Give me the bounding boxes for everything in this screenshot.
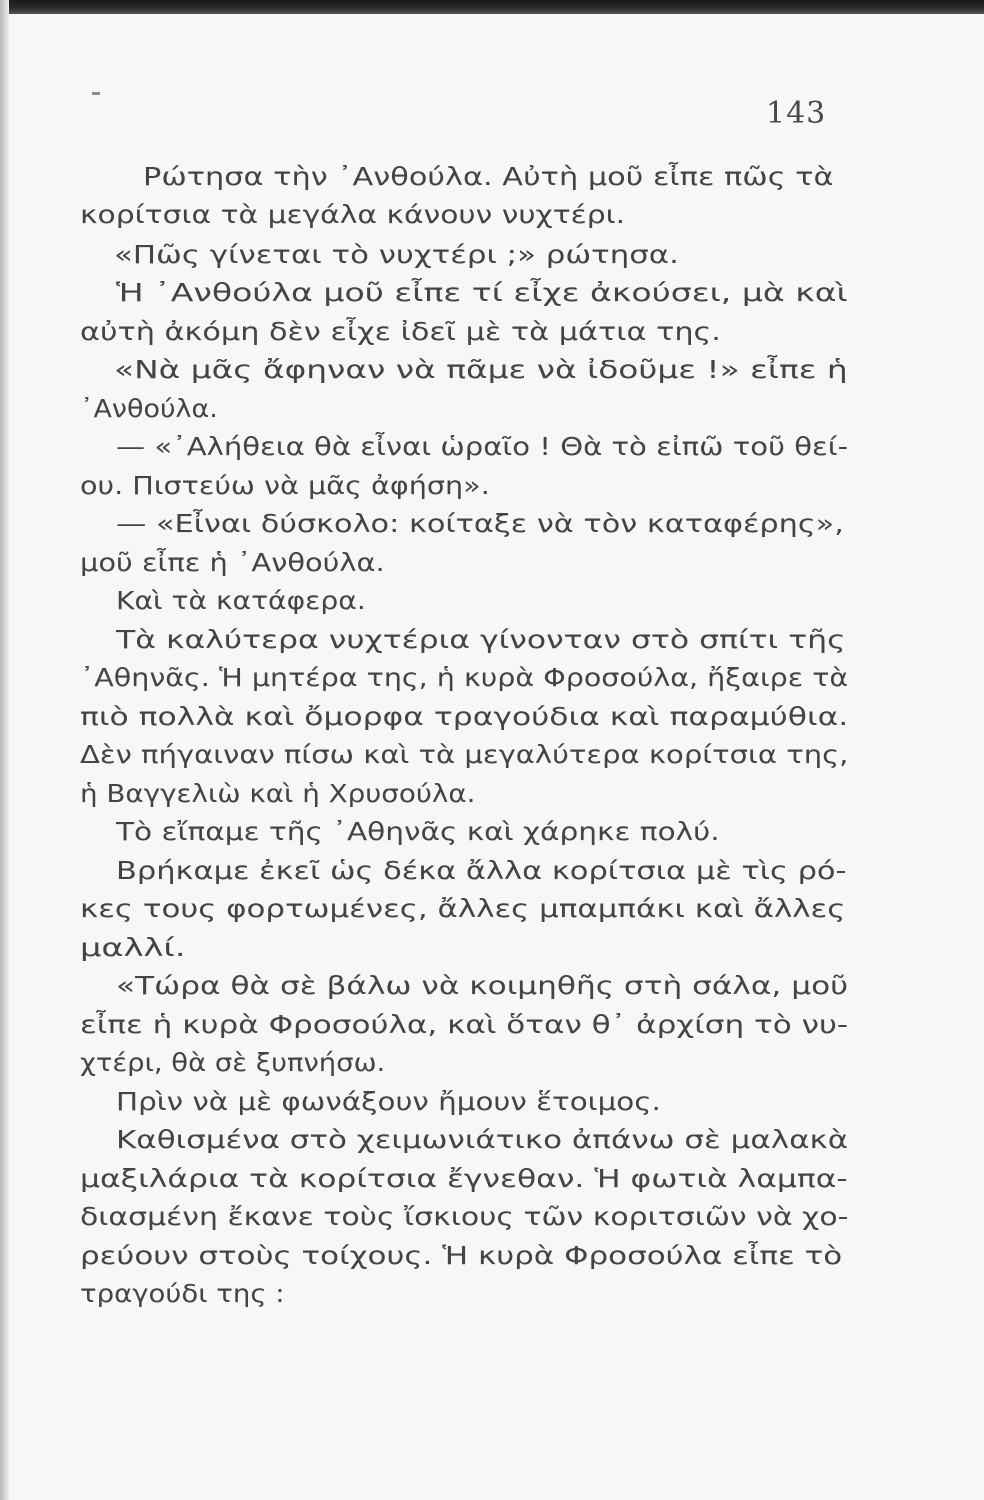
text-line: μαλλί. (80, 933, 186, 962)
text-line: Καὶ τὰ κατάφερα. (116, 586, 366, 615)
text-line: μαξιλάρια τὰ κορίτσια ἔγνεθαν. Ἡ φωτιὰ λαμπα- (80, 1164, 848, 1193)
scan-top-edge (0, 0, 984, 14)
text-line: ᾿Αθηνᾶς. Ἡ μητέρα της, ἡ κυρὰ Φροσούλα, ἤξαιρε τὰ (80, 663, 849, 692)
text-line: αὐτὴ ἀκόμη δὲν εἶχε ἰδεῖ μὲ τὰ μάτια της. (80, 317, 721, 346)
text-line: Ἡ ᾿Ανθούλα μοῦ εἶπε τί εἶχε ἀκούσει, μὰ καὶ (116, 278, 848, 307)
text-line: «Πῶς γίνεται τὸ νυχτέρι ;» ρώτησα. (114, 240, 679, 269)
text-line: ου. Πιστεύω νὰ μᾶς ἀφήση». (80, 471, 490, 500)
text-line: Καθισμένα στὸ χειμωνιάτικο ἀπάνω σὲ μαλακὰ (116, 1125, 849, 1154)
text-line: Τὰ καλύτερα νυχτέρια γίνονταν στὸ σπίτι τῆς (116, 625, 846, 654)
text-line: ἡ Βαγγελιὼ καὶ ἡ Χρυσούλα. (80, 779, 476, 808)
text-line: μοῦ εἶπε ἡ ᾿Ανθούλα. (80, 548, 385, 577)
text-line: Δὲν πήγαιναν πίσω καὶ τὰ μεγαλύτερα κορίτσια της, (80, 740, 849, 769)
text-line: χτέρι, θὰ σὲ ξυπνήσω. (80, 1048, 386, 1077)
text-line: ᾿Ανθούλα. (80, 394, 218, 423)
text-line: ρεύουν στοὺς τοίχους. Ἡ κυρὰ Φροσούλα εἶπε τὸ (80, 1241, 843, 1270)
text-line: κες τους φορτωμένες, ἄλλες μπαμπάκι καὶ ἄλλες (80, 894, 846, 923)
text-line: «Νὰ μᾶς ἄφηναν νὰ πᾶμε νὰ ἰδοῦμε !» εἶπε ἡ (114, 355, 848, 384)
print-speck (92, 92, 100, 95)
text-line: Βρήκαμε ἐκεῖ ὡς δέκα ἄλλα κορίτσια μὲ τὶς ρό- (116, 856, 847, 885)
text-line: Πρὶν νὰ μὲ φωνάξουν ἤμουν ἕτοιμος. (116, 1087, 661, 1116)
scan-left-edge (0, 0, 9, 1500)
text-line: — «᾿Αλήθεια θὰ εἶναι ὡραῖο ! Θὰ τὸ εἰπῶ τοῦ θεί- (116, 432, 849, 461)
text-line: κορίτσια τὰ μεγάλα κάνουν νυχτέρι. (80, 200, 626, 229)
text-line: διασμένη ἔκανε τοὺς ἴσκιους τῶν κοριτσιῶν νὰ χο- (80, 1202, 849, 1231)
text-line: Τὸ εἴπαμε τῆς ᾿Αθηνᾶς καὶ χάρηκε πολύ. (116, 817, 720, 846)
text-line: — «Εἶναι δύσκολο: κοίταξε νὰ τὸν καταφέρης», (116, 509, 844, 538)
text-line: πιὸ πολλὰ καὶ ὄμορφα τραγούδια καὶ παραμύθια. (80, 702, 849, 731)
text-line: «Τώρα θὰ σὲ βάλω νὰ κοιμηθῆς στὴ σάλα, μοῦ (116, 971, 849, 1000)
text-line: Ρώτησα τὴν ᾿Ανθούλα. Αὐτὴ μοῦ εἶπε πῶς τὰ (143, 162, 834, 191)
text-line: τραγούδι της : (80, 1279, 285, 1308)
page-number: 143 (766, 96, 827, 131)
text-line: εἶπε ἡ κυρὰ Φροσούλα, καὶ ὅταν θ᾿ ἀρχίση τὸ νυ- (80, 1010, 849, 1039)
